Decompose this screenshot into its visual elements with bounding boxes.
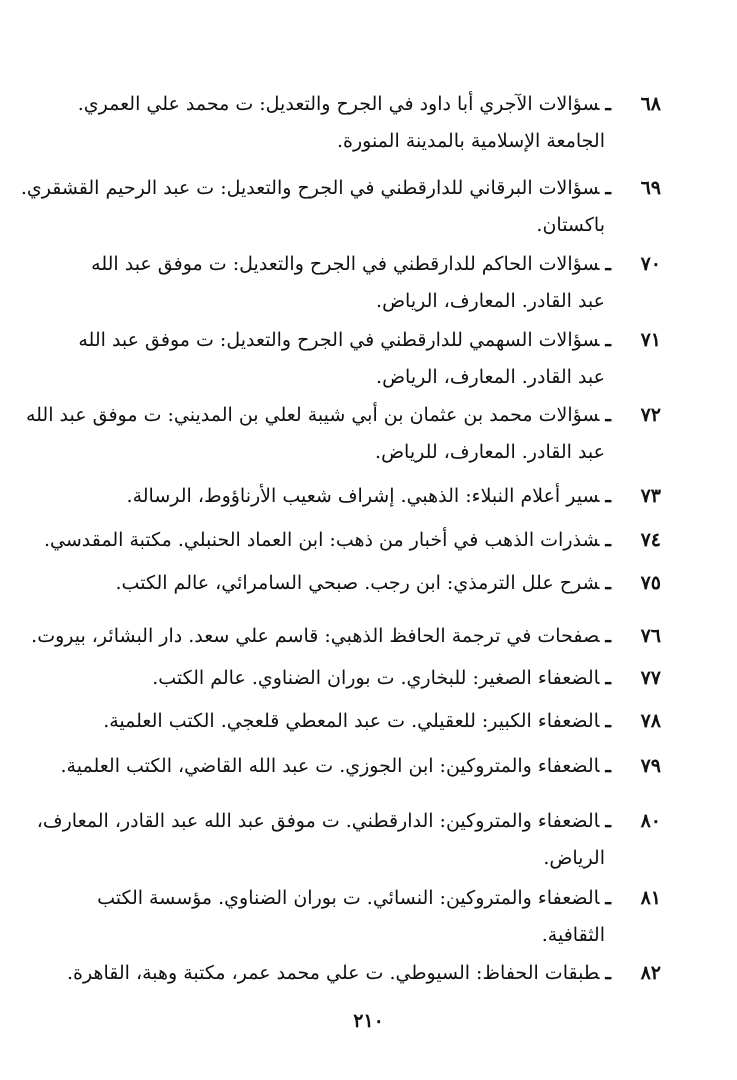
bibliography-entry bbox=[71, 880, 661, 954]
entry-number: ٨٢ bbox=[640, 962, 661, 984]
entry-number: ٨١ bbox=[640, 887, 661, 909]
entry-continuation: عبد القادر. المعارف، الرياض. bbox=[376, 366, 605, 388]
bibliography-entry bbox=[71, 322, 661, 396]
entry-line bbox=[71, 86, 661, 123]
entry-number: ٧٢ bbox=[640, 404, 661, 426]
entry-dash: ـ bbox=[605, 572, 611, 594]
entry-dash: ـ bbox=[605, 710, 611, 732]
entry-line bbox=[31, 618, 661, 655]
bibliography-entry bbox=[44, 522, 661, 559]
entry-number: ٧٨ bbox=[640, 710, 661, 732]
entry-dash: ـ bbox=[605, 962, 611, 984]
entry-continuation: الرياض. bbox=[543, 847, 605, 869]
entry-text: سؤالات محمد بن عثمان بن أبي شيبة لعلي بن المديني: ت موفق عبد الله bbox=[25, 404, 600, 426]
entry-number: ٦٩ bbox=[640, 177, 661, 199]
entry-dash: ـ bbox=[605, 667, 611, 689]
entry-dash: ـ bbox=[605, 177, 611, 199]
entry-text: الضعفاء والمتروكين: النسائي. ت بوران الضناوي. مؤسسة الكتب bbox=[97, 887, 600, 909]
entry-number: ٧٩ bbox=[640, 755, 661, 777]
entry-line bbox=[71, 246, 661, 283]
bibliography-entry bbox=[25, 397, 661, 471]
entry-dash: ـ bbox=[605, 93, 611, 115]
entry-text: صفحات في ترجمة الحافظ الذهبي: قاسم علي سعد. دار البشائر، بيروت. bbox=[31, 625, 600, 647]
bibliography-entry bbox=[66, 955, 661, 992]
entry-dash: ـ bbox=[605, 755, 611, 777]
entry-line bbox=[25, 397, 661, 434]
entry-text: سؤالات السهمي للدارقطني في الجرح والتعديل: ت موفق عبد الله bbox=[78, 329, 600, 351]
entry-dash: ـ bbox=[605, 485, 611, 507]
entry-line bbox=[20, 170, 661, 207]
entry-text: سؤالات البرقاني للدارقطني في الجرح والتعديل: ت عبد الرحيم القشقري. bbox=[20, 177, 600, 199]
entry-number: ٧٥ bbox=[640, 572, 661, 594]
bibliography-entry bbox=[71, 703, 661, 740]
entry-line bbox=[36, 803, 661, 840]
entry-text: الضعفاء الصغير: للبخاري. ت بوران الضناوي. عالم الكتب. bbox=[152, 667, 600, 689]
entry-dash: ـ bbox=[605, 404, 611, 426]
entry-dash: ـ bbox=[605, 887, 611, 909]
entry-number: ٨٠ bbox=[640, 810, 661, 832]
entry-text: الضعفاء الكبير: للعقيلي. ت عبد المعطي قلعجي. الكتب العلمية. bbox=[103, 710, 600, 732]
entry-continuation: باكستان. bbox=[536, 214, 605, 236]
bibliography-entry bbox=[71, 660, 661, 697]
entry-number: ٦٨ bbox=[640, 93, 661, 115]
entry-line bbox=[71, 565, 661, 602]
entry-line bbox=[71, 322, 661, 359]
entry-dash: ـ bbox=[605, 253, 611, 275]
entry-dash: ـ bbox=[605, 529, 611, 551]
entry-line bbox=[71, 880, 661, 917]
entry-number: ٧٧ bbox=[640, 667, 661, 689]
bibliography-entry bbox=[71, 478, 661, 515]
entry-number: ٧٤ bbox=[640, 529, 661, 551]
entry-text: سؤالات الحاكم للدارقطني في الجرح والتعديل: ت موفق عبد الله bbox=[91, 253, 600, 275]
entry-number: ٧٦ bbox=[640, 625, 661, 647]
entry-line bbox=[66, 955, 661, 992]
entry-continuation: الجامعة الإسلامية بالمدينة المنورة. bbox=[336, 130, 605, 152]
entry-text: سؤالات الآجري أبا داود في الجرح والتعديل: ت محمد علي العمري. bbox=[77, 93, 600, 115]
entry-text: شرح علل الترمذي: ابن رجب. صبحي السامرائي، عالم الكتب. bbox=[115, 572, 600, 594]
bibliography-entry bbox=[60, 748, 661, 785]
entry-line bbox=[60, 748, 661, 785]
entry-continuation: عبد القادر. المعارف، للرياض. bbox=[375, 441, 605, 463]
entry-number: ٧٠ bbox=[640, 253, 661, 275]
entry-dash: ـ bbox=[605, 625, 611, 647]
entry-continuation: عبد القادر. المعارف، الرياض. bbox=[376, 290, 605, 312]
entry-text: سير أعلام النبلاء: الذهبي. إشراف شعيب الأرناؤوط، الرسالة. bbox=[126, 485, 600, 507]
entry-line bbox=[71, 478, 661, 515]
entry-dash: ـ bbox=[605, 329, 611, 351]
entry-text: شذرات الذهب في أخبار من ذهب: ابن العماد الحنبلي. مكتبة المقدسي. bbox=[44, 529, 600, 551]
entry-line bbox=[44, 522, 661, 559]
entry-number: ٧٣ bbox=[640, 485, 661, 507]
bibliography-entry bbox=[20, 170, 661, 244]
entry-text: الضعفاء والمتروكين: الدارقطني. ت موفق عبد الله عبد القادر، المعارف، bbox=[36, 810, 600, 832]
page-number: ٢١٠ bbox=[353, 1010, 384, 1032]
entry-text: الضعفاء والمتروكين: ابن الجوزي. ت عبد الله القاضي، الكتب العلمية. bbox=[60, 755, 600, 777]
entry-dash: ـ bbox=[605, 810, 611, 832]
bibliography-entry bbox=[36, 803, 661, 877]
entry-line bbox=[71, 660, 661, 697]
bibliography-entry bbox=[71, 565, 661, 602]
entry-line bbox=[71, 703, 661, 740]
entry-text: طبقات الحفاظ: السيوطي. ت علي محمد عمر، مكتبة وهبة، القاهرة. bbox=[66, 962, 600, 984]
bibliography-entry bbox=[31, 618, 661, 655]
entry-continuation: الثقافية. bbox=[541, 924, 605, 946]
bibliography-entry bbox=[71, 246, 661, 320]
entry-number: ٧١ bbox=[640, 329, 661, 351]
bibliography-entry bbox=[71, 86, 661, 160]
